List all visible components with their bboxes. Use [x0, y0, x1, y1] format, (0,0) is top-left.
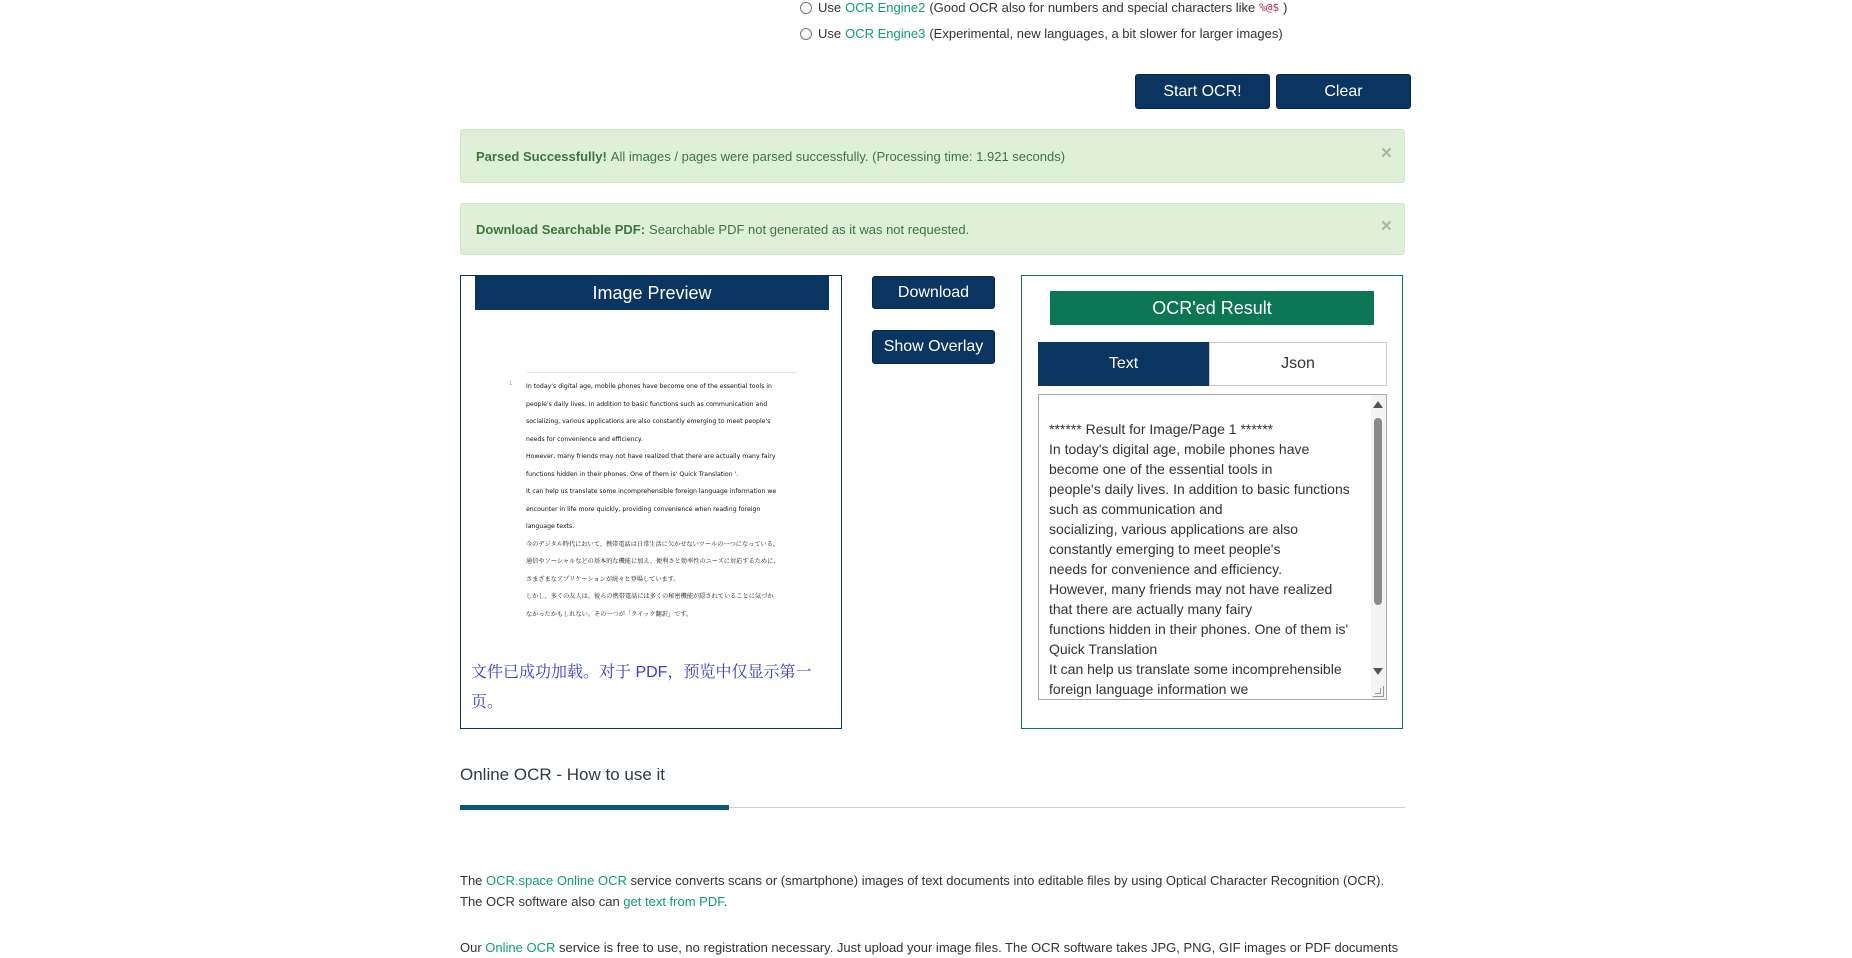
document-preview-image [509, 372, 799, 618]
scroll-up-arrow-icon[interactable] [1373, 401, 1383, 408]
preview-status-note: 文件已成功加载。对于 PDF，预览中仅显示第一页。 [471, 664, 812, 711]
online-ocr-link[interactable]: Online OCR [485, 940, 556, 955]
image-preview-title: Image Preview [475, 276, 829, 310]
document-line: needs for convenience and efficiency. [526, 435, 643, 443]
engine3-link[interactable]: OCR Engine3 [845, 26, 926, 41]
scrollbar-thumb[interactable] [1374, 418, 1382, 605]
para-text: . [723, 894, 728, 909]
alert-title: Download Searchable PDF: [476, 221, 646, 237]
engine2-link[interactable]: OCR Engine2 [845, 0, 926, 15]
document-text-lines [526, 378, 780, 623]
ocr-result-title: OCR'ed Result [1050, 291, 1374, 325]
para-text: Our [460, 940, 486, 955]
line-marker: 1 [509, 381, 513, 387]
document-line: people's daily lives. In addition to basic functions such as communication and [526, 400, 768, 408]
para-text: service is free to use, no registration necessary. Just upload your image files. The OCR software takes JPG, PNG, GIF images or PDF documents [555, 940, 1399, 955]
document-line: functions hidden in their phones. One of them is' Quick Translation '. [526, 470, 739, 478]
document-line: In today's digital age, mobile phones have become one of the essential tools in [526, 383, 772, 390]
engine3-prefix: Use [818, 26, 842, 41]
ocr-space-link[interactable]: OCR.space Online OCR [486, 873, 627, 888]
ocr-result-panel [1021, 275, 1403, 729]
searchable-pdf-alert [460, 203, 1405, 255]
document-line: However, many friends may not have realized that there are actually many fairy [526, 453, 776, 460]
engine2-radio[interactable] [800, 2, 812, 14]
page-top-rule [527, 372, 797, 373]
start-ocr-button[interactable]: Start OCR! [1135, 74, 1270, 109]
engine3-radio[interactable] [800, 28, 812, 40]
engine3-option[interactable] [800, 26, 1283, 41]
alert-text: All images / pages were parsed successfully. (Processing time: 1.921 seconds) [610, 148, 1066, 164]
alert-title: Parsed Successfully! [476, 148, 607, 164]
para-text: service converts scans or (smartphone) images of text documents into editable files by using Optical Character Recognition (OCR). [626, 873, 1385, 888]
document-line: しかし、多くの友人は、彼らの携帯電話には多くの秘密機能が隠されていることに気づか [526, 593, 774, 600]
engine2-option[interactable] [800, 0, 1287, 15]
howto-divider-accent [460, 805, 729, 810]
free-usage-paragraph [460, 937, 1420, 958]
engine3-desc: (Experimental, new languages, a bit slower for larger images) [929, 26, 1283, 41]
show-overlay-button[interactable]: Show Overlay [872, 330, 995, 364]
document-line: さまざまなアプリケーションが続々と登場しています。 [526, 575, 680, 583]
tab-json[interactable]: Json [1209, 342, 1387, 386]
howto-heading: Online OCR - How to use it [460, 765, 666, 784]
document-line: 今のデジタル時代において、携帯電話は日常生活に欠かせないツールの一つになっている。 [526, 540, 780, 548]
intro-paragraph [460, 870, 1420, 912]
document-line: encounter in life more quickly, providing convenience when reading foreign [526, 505, 761, 513]
document-line: 通信やソーシャルなどの基本的な機能に加え、便利さと効率性のニーズに対応するために、 [526, 558, 780, 565]
engine2-prefix: Use [818, 0, 842, 15]
clear-button[interactable]: Clear [1276, 74, 1411, 109]
close-icon[interactable]: × [1380, 216, 1392, 238]
document-line: socializing, various applications are also constantly emerging to meet people's [526, 418, 771, 425]
para-text: The [460, 873, 487, 888]
document-line: language texts. [526, 523, 575, 530]
engine2-desc: (Good OCR also for numbers and special characters like [929, 0, 1256, 15]
scrollbar[interactable] [1371, 395, 1386, 699]
ocr-result-text[interactable]: ****** Result for Image/Page 1 ****** In today's digital age, mobile phones have become one of the essential tools in people's daily lives. In addition to basic functions such as communication and socializing, various applications are also constantly emerging to meet people's needs for convenience and efficiency. However, many friends may not have realized that there are actually many fairy functions hidden in their phones. One of them is' Quick Translation It can help us translate some incomprehensible foreign language information we [1049, 421, 1350, 697]
engine2-desc-end: ) [1283, 0, 1288, 15]
special-chars-code: %@$ [1259, 1, 1280, 14]
scroll-down-arrow-icon[interactable] [1373, 668, 1383, 675]
ocr-result-textarea[interactable] [1038, 394, 1387, 700]
close-icon[interactable]: × [1380, 143, 1392, 165]
document-line: It can help us translate some incomprehensible foreign language information we [526, 488, 777, 495]
image-preview-panel [460, 275, 842, 729]
parsed-success-alert [460, 129, 1405, 183]
alert-text: Searchable PDF not generated as it was not requested. [649, 221, 970, 237]
para-text: The OCR software also can [460, 894, 624, 909]
resize-grip-icon[interactable] [1373, 686, 1384, 697]
tab-text[interactable]: Text [1038, 342, 1209, 386]
document-line: なかったかもしれない。その一つが「クイック翻訳」です。 [526, 610, 693, 618]
text-from-pdf-link[interactable]: get text from PDF [623, 894, 724, 909]
download-button[interactable]: Download [872, 276, 995, 309]
